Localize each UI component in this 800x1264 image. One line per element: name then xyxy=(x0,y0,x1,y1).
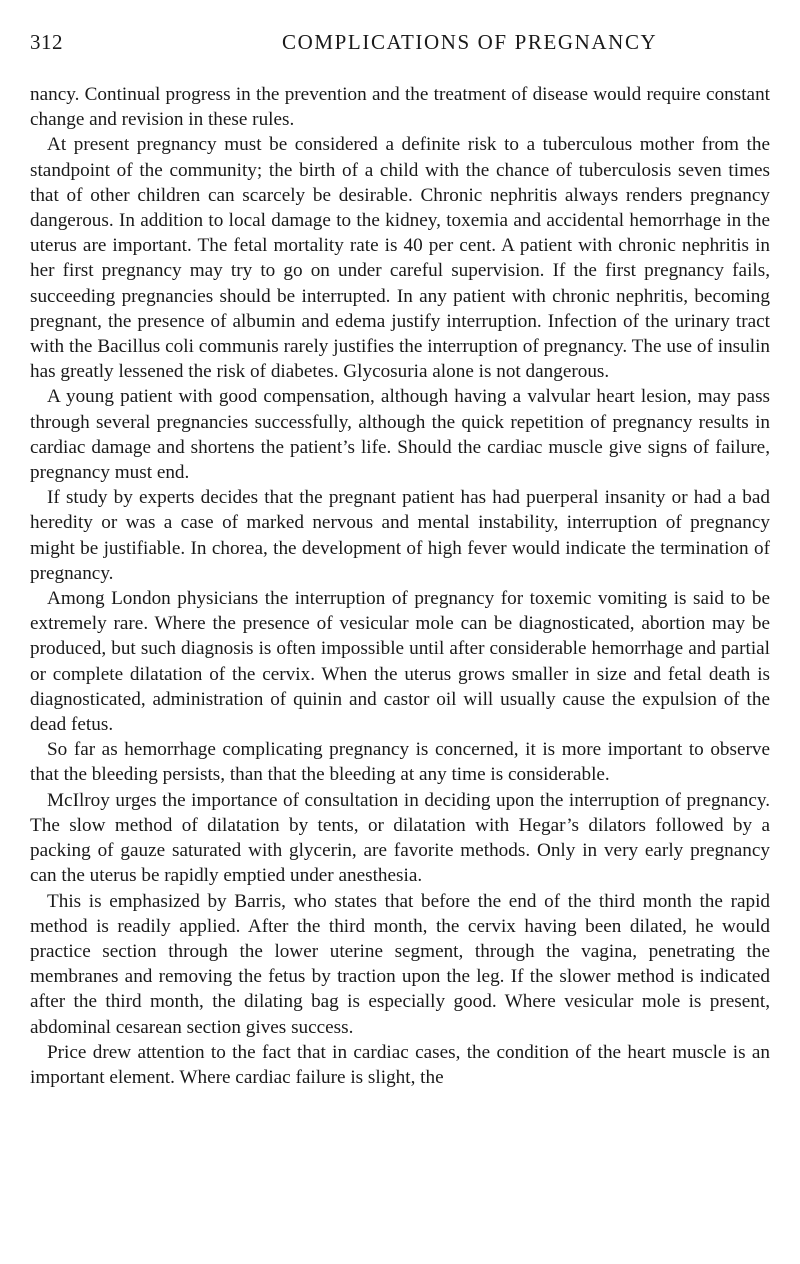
body-text xyxy=(30,82,770,1090)
running-head: COMPLICATIONS OF PREGNANCY xyxy=(282,30,658,54)
paragraph-london-physicians: Among London physicians the interruption of pregnancy for toxemic vomiting is said to be extremely rare. Where the presence of vesicular mole can be diagnosticated, abortion may be produced, but such diagnosis is often impossible until after considerable hemorrhage and partial or complete dilatation of the cervix. When the uterus grows smaller in size and fetal death is diagnosticated, administration of quinin and castor oil will usually cause the expulsion of the dead fetus. xyxy=(30,588,770,736)
paragraph-valvular-heart: A young patient with good compensation, although having a valvular heart lesion, may pass through several pregnancies successfully, although the quick repetition of pregnancy results in cardiac damage and shortens the patient’s life. Should the cardiac muscle give signs of failure, pregnancy must end. xyxy=(30,386,770,484)
paragraph-hemorrhage: So far as hemorrhage complicating pregnancy is concerned, it is more important to observe that the bleeding persists, than that the bleeding at any time is considerable. xyxy=(30,739,770,786)
paragraph-barris: This is emphasized by Barris, who states that before the end of the third month the rapid method is readily applied. After the third month, the cervix having been dilated, he would practice section through the lower uterine segment, through the vagina, penetrating the membranes and removing the fetus by traction upon the leg. If the slower method is indicated after the third month, the dilating bag is especially good. Where vesicular mole is present, abdominal cesarean section gives success. xyxy=(30,890,770,1038)
paragraph-insanity-chorea: If study by experts decides that the pregnant patient has had puerperal insanity or had a bad heredity or was a case of marked nervous and mental instability, interruption of pregnancy might be justifiable. In chorea, the development of high fever would indicate the termination of pregnancy. xyxy=(30,487,770,584)
paragraph-price: Price drew attention to the fact that in cardiac cases, the condition of the heart muscle is an important element. Where cardiac failure is slight, the xyxy=(30,1041,770,1088)
paragraph-mcilroy: McIlroy urges the importance of consultation in deciding upon the interruption of pregnancy. The slow method of dilatation by tents, or dilatation with Hegar’s dilators followed by a packing of gauze saturated with glycerin, are favorite methods. Only in very early pregnancy can the uterus be rapidly emptied under anesthesia. xyxy=(30,789,770,887)
page-number: 312 xyxy=(30,30,63,54)
paragraph-continued: nancy. Continual progress in the prevention and the treatment of disease would require constant change and revision in these rules. xyxy=(30,84,770,131)
page-header xyxy=(30,30,770,60)
paragraph-tuberculosis-nephritis: At present pregnancy must be considered a definite risk to a tuberculous mother from the standpoint of the community; the birth of a child with the chance of tuberculosis seven times that of other children can scarcely be desirable. Chronic nephritis always renders pregnancy dangerous. In addition to local damage to the kidney, toxemia and accidental hemorrhage in the uterus are important. The fetal mortality rate is 40 per cent. A patient with chronic nephritis in her first pregnancy may try to go on under careful supervision. If the first pregnancy fails, succeeding pregnancies should be interrupted. In any patient with chronic nephritis, becoming pregnant, the presence of albumin and edema justify interruption. Infection of the urinary tract with the Bacillus coli communis rarely justifies the interruption of pregnancy. The use of insulin has greatly lessened the risk of diabetes. Glycosuria alone is not dangerous. xyxy=(30,134,770,383)
